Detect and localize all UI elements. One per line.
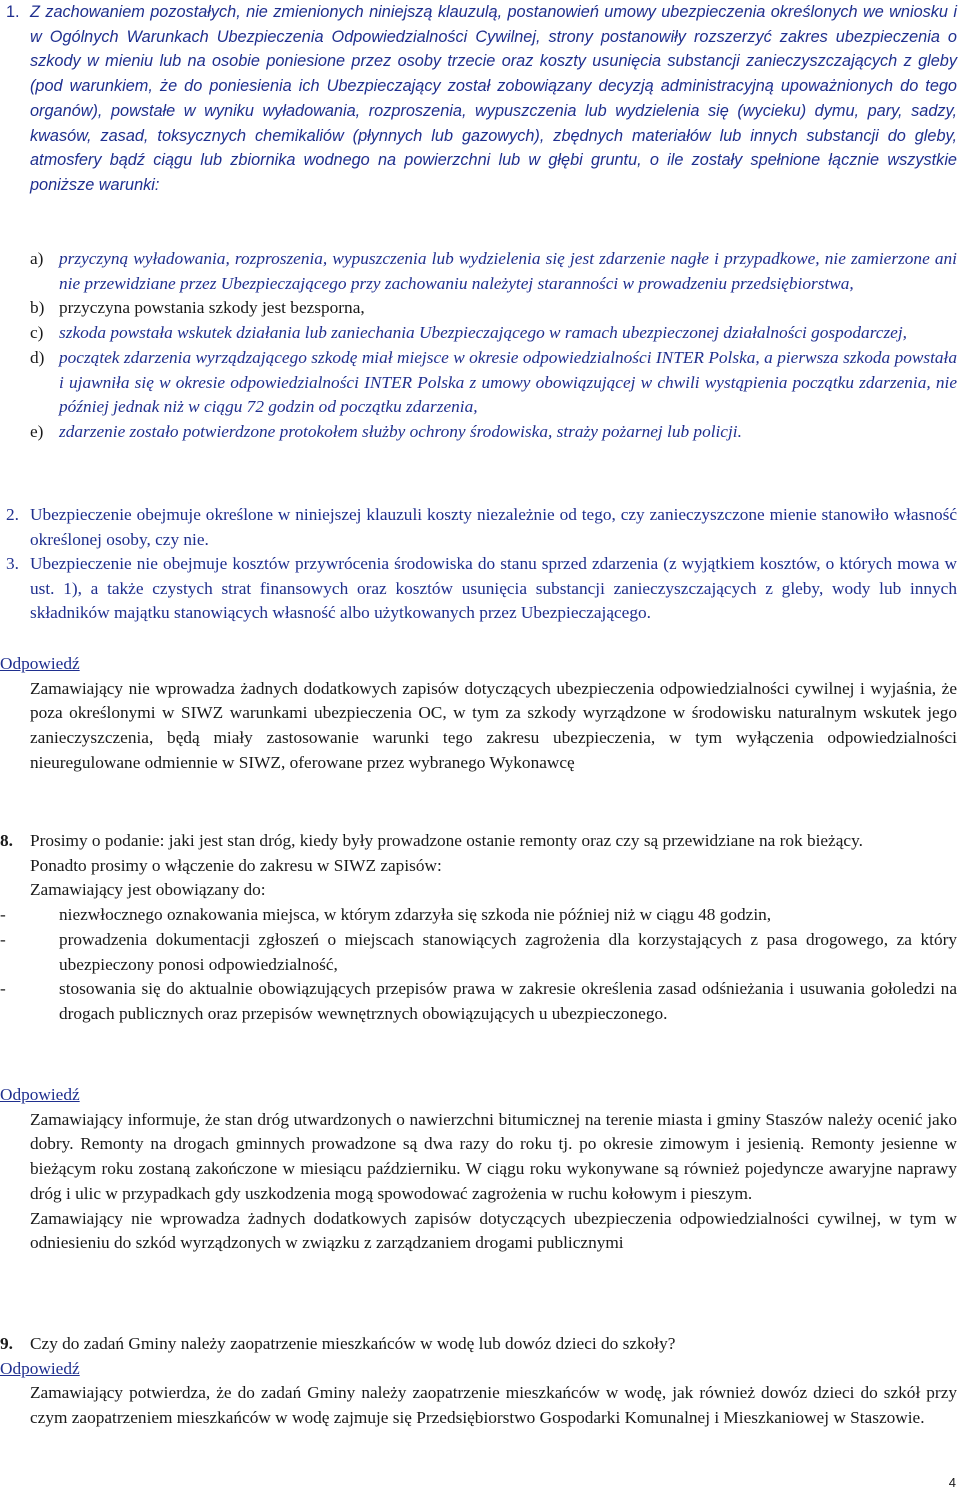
question-8 xyxy=(0,829,957,1027)
clause-item-2-text: Ubezpieczenie obejmuje określone w niniejszej klauzuli koszty niezależnie od tego, czy zanieczyszczone mienie stanowiło własność określonej osoby, czy nie. xyxy=(30,505,957,549)
question-8-bullet-2: - prowadzenia dokumentacji zgłoszeń o miejscach stanowiących zagrożenia dla korzystających z pasa drogowego, za który ubezpieczony ponosi odpowiedzialność, xyxy=(0,929,957,974)
clause-item-2 xyxy=(0,503,957,552)
answer-heading: Odpowiedź xyxy=(0,1085,80,1104)
condition-e: e) zdarzenie zostało potwierdzone protokołem służby ochrony środowiska, straży pożarnej lub policji. xyxy=(30,421,742,441)
answer-7-text: Zamawiający nie wprowadza żadnych dodatkowych zapisów dotyczących ubezpieczenia odpowiedzialności cywilnej i wyjaśnia, że poza określonymi w SIWZ warunkami ubezpieczenia OC, w tym za szkody wyrządzone w środowisku naturalnym wskutek jego zanieczyszczenia, będą miały zastosowanie warunki tego zakresu ubezpieczenia, w tym wyłączenia odpowiedzialności nieuregulowane odmiennie w SIWZ, oferowane przez wybranego Wykonawcę xyxy=(30,678,957,772)
clause-item-2-number: 2. xyxy=(6,505,19,524)
question-9-number: 9. xyxy=(0,1334,13,1353)
condition-a: a) przyczyną wyładowania, rozproszenia, wypuszczenia lub wydzielenia się jest zdarzenie nagłe i przypadkowe, nie zamierzone ani nie przewidziane przez Ubezpieczającego przy zachowaniu należytej staranności w prowadzeniu przedsiębiorstwa, xyxy=(30,249,957,293)
question-8-bullet-3: - stosowania się do aktualnie obowiązujących przepisów prawa w zakresie określenia zasad odśnieżania i usuwania gołoledzi na drogach publicznych oraz przepisów wewnętrznych obowiązujących u ubezpieczonego. xyxy=(0,979,957,1023)
answer-7 xyxy=(0,652,957,776)
clause-item-3-number: 3. xyxy=(6,554,19,573)
question-8-bullet-1: - niezwłocznego oznakowania miejsca, w którym zdarzyła się szkoda nie później niż w ciągu 48 godzin, xyxy=(0,905,772,925)
answer-9-text: Zamawiający potwierdza, że do zadań Gminy należy zaopatrzenie mieszkańców w wodę, jak również dowóz dzieci do szkół przy czym zaopatrzeniem mieszkańców w wodę zajmuje się Przedsiębiorstwo Gospodarki Komunalnej i Mieszkaniowej w Staszowie. xyxy=(30,1383,957,1428)
question-8-line-3: Zamawiający jest obowiązany do: xyxy=(30,880,266,900)
answer-8-paragraph-2: Zamawiający nie wprowadza żadnych dodatkowych zapisów dotyczących ubezpieczenia odpowiedzialności cywilnej, w tym w odniesieniu do szkód wyrządzonych w związku z zarządzaniem drogami publicznymi xyxy=(30,1208,957,1253)
question-9-text: Czy do zadań Gminy należy zaopatrzenie mieszkańców w wodę lub dowóz dzieci do szkoły? xyxy=(30,1334,676,1353)
question-8-line-2: Ponadto prosimy o włączenie do zakresu w SIWZ zapisów: xyxy=(30,855,442,875)
page-number: 4 xyxy=(948,1475,956,1490)
clause-item-1-text: Z zachowaniem pozostałych, nie zmienionych niniejszą klauzulą, postanowień umowy ubezpieczenia określonych we wniosku i w Ogólnych Warunkach Ubezpieczenia Odpowiedzialności Cywilnej, strony postanowiły rozszerzyć zakres ubezpieczenia o szkody w mieniu lub na osobie poniesione przez osoby trzecie oraz koszty usunięcia substancji zanieczyszczających z gleby (pod warunkiem, że do poniesienia ich Ubezpieczający został zobowiązany decyzją administracyjną upoważnionych do tego organów), powstałe w wyniku wyładowania, rozproszenia, wypuszczenia lub wydzielenia się (wycieku) dymu, pary, sadzy, kwasów, zasad, toksycznych chemikaliów (płynnych lub gazowych), zbędnych materiałów lub innych substancji do gleby, atmosfery bądź ciągu lub zbiornika wodnego na powierzchni lub w głębi gruntu, o ile zostały spełnione łącznie wszystkie poniższe warunki: xyxy=(30,3,957,194)
clause-conditions-list xyxy=(0,247,957,445)
answer-8 xyxy=(0,1083,957,1256)
question-9 xyxy=(0,1332,957,1431)
condition-d: d) początek zdarzenia wyrządzającego szkodę miał miejsce w okresie odpowiedzialności INTER Polska, a pierwsza szkoda powstała i ujawniła się w okresie odpowiedzialności INTER Polska z umowy obowiązującej w chwili wystąpienia początku zdarzenia, nie później jednak niż w ciągu 72 godzin od początku zdarzenia, xyxy=(30,347,957,417)
clause-item-3 xyxy=(0,552,957,626)
answer-heading: Odpowiedź xyxy=(0,1358,80,1378)
clause-item-1 xyxy=(0,0,957,198)
condition-b: b) przyczyna powstania szkody jest bezsporna, xyxy=(30,298,365,318)
clause-item-3-text: Ubezpieczenie nie obejmuje kosztów przywrócenia środowiska do stanu sprzed zdarzenia (z wyjątkiem kosztów, o których mowa w ust. 1), a także czystych strat finansowych oraz kosztów usunięcia substancji zanieczyszczających z gleby, wody lub innych składników majątku stanowiących własność albo użytkowanych przez Ubezpieczającego. xyxy=(30,554,957,623)
question-8-text: Prosimy o podanie: jaki jest stan dróg, kiedy były prowadzone ostanie remonty oraz czy są przewidziane na rok bieżący. xyxy=(30,831,863,850)
question-8-number: 8. xyxy=(0,831,13,850)
clause-item-1-number: 1. xyxy=(6,3,20,21)
answer-heading: Odpowiedź xyxy=(0,654,80,673)
condition-c: c) szkoda powstała wskutek działania lub zaniechania Ubezpieczającego w ramach ubezpieczonej działalności gospodarczej, xyxy=(30,323,907,343)
answer-8-paragraph-1: Zamawiający informuje, że stan dróg utwardzonych o nawierzchni bitumicznej na terenie miasta i gminy Staszów należy ocenić jako dobry. Remonty na drogach gminnych prowadzone są dwa razy do roku tj. po okresie zimowym i jesienią. Remonty jesienne w bieżącym roku zostaną zakończone w miesiącu październiku. W ciągu roku wykonywane są również pojedyncze awaryjne naprawy dróg i ulic w przypadkach gdy uszkodzenia mogą spowodować zagrożenia w ruchu kołowym i pieszym. xyxy=(30,1109,957,1203)
